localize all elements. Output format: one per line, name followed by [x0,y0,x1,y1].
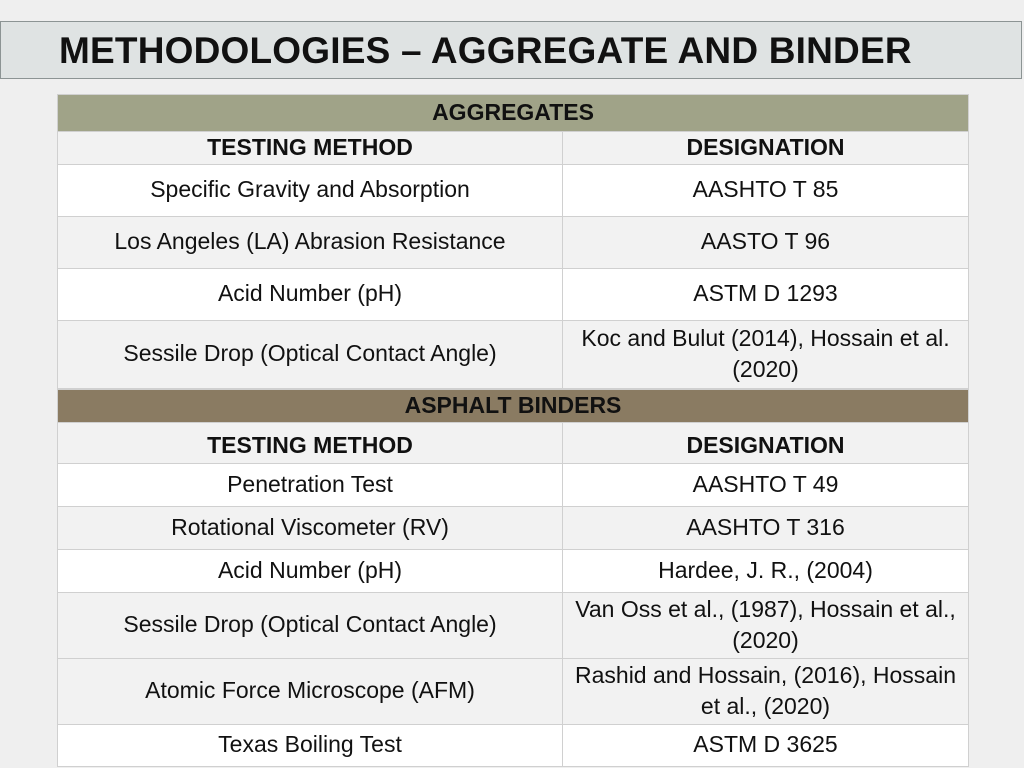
table-row [58,658,969,724]
table-row [58,164,969,216]
designation-cell: AASTO T 96 [563,216,969,268]
table-row [58,320,969,388]
designation-cell: AASHTO T 85 [563,164,969,216]
method-cell: Penetration Test [58,463,563,506]
method-cell: Los Angeles (LA) Abrasion Resistance [58,216,563,268]
page-title: METHODOLOGIES – AGGREGATE AND BINDER [59,30,912,71]
method-cell: Atomic Force Microscope (AFM) [58,658,563,724]
aggregates-col-testing-method: TESTING METHOD [58,132,563,165]
designation-cell: ASTM D 3625 [563,724,969,766]
table-row [58,724,969,766]
title-bar [0,21,1022,79]
method-cell: Texas Boiling Test [58,724,563,766]
method-cell: Acid Number (pH) [58,549,563,592]
designation-cell: AASHTO T 316 [563,506,969,549]
table-row [58,549,969,592]
binders-col-designation: DESIGNATION [563,422,969,463]
method-cell: Acid Number (pH) [58,268,563,320]
aggregates-heading: AGGREGATES [58,95,969,132]
table-row [58,463,969,506]
table-row [58,268,969,320]
designation-cell: Koc and Bulut (2014), Hossain et al. (2020) [563,320,969,388]
designation-cell: Van Oss et al., (1987), Hossain et al., (2020) [563,592,969,658]
binders-table [57,389,969,767]
method-cell: Specific Gravity and Absorption [58,164,563,216]
aggregates-table [57,94,969,389]
method-cell: Sessile Drop (Optical Contact Angle) [58,320,563,388]
designation-cell: Rashid and Hossain, (2016), Hossain et al., (2020) [563,658,969,724]
designation-cell: Hardee, J. R., (2004) [563,549,969,592]
aggregates-col-designation: DESIGNATION [563,132,969,165]
binders-heading: ASPHALT BINDERS [58,390,969,423]
method-cell: Rotational Viscometer (RV) [58,506,563,549]
designation-cell: AASHTO T 49 [563,463,969,506]
table-row [58,216,969,268]
table-row [58,592,969,658]
method-cell: Sessile Drop (Optical Contact Angle) [58,592,563,658]
binders-col-testing-method: TESTING METHOD [58,422,563,463]
table-row [58,506,969,549]
designation-cell: ASTM D 1293 [563,268,969,320]
